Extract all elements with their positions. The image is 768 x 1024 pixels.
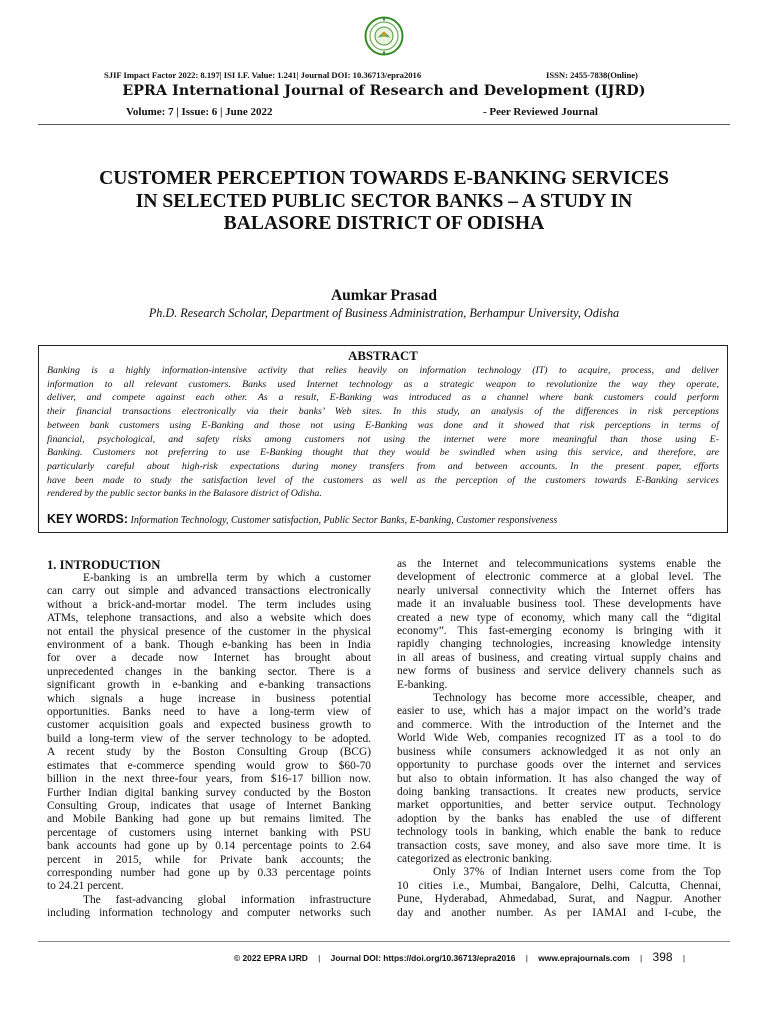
paper-title-line: BALASORE DISTRICT OF ODISHA [223, 213, 545, 234]
body-line: adoption by the banks has enabled the use of different [397, 812, 721, 825]
body-line: 10 cities i.e., Mumbai, Bangalore, Delhi, Calcutta, Chennai, [397, 879, 721, 892]
body-line: rapidly changing technologies, increasing knowledge intensity [397, 638, 721, 651]
footer-copyright: © 2022 EPRA IJRD [234, 953, 308, 963]
body-line: A recent study by the Boston Consulting Group (BCG) [47, 746, 371, 759]
body-line: opportunity to purchase goods over the internet and services [397, 759, 721, 772]
body-line: economy”. This fast-emerging economy is bringing with it [397, 625, 721, 638]
body-line: nearly universal connectivity which the Internet offers has [397, 584, 721, 597]
body-line: Technology has become more accessible, cheaper, and [433, 692, 721, 705]
body-line: percentage of customers using internet banking with PSU [47, 826, 371, 839]
page-number: 398 [652, 950, 673, 964]
body-line: and Mobile Banking had gone up but remains limited. The [47, 813, 371, 826]
footer-doi-link[interactable]: Journal DOI: https://doi.org/10.36713/epra2016 [330, 953, 516, 963]
body-line: Pune, Hyderabad, Ahmedabad, Surat, and Nagpur. Another [397, 893, 721, 906]
body-line: categorized as electronic banking. [397, 852, 552, 865]
body-line: transaction costs, save money, and also save more time. It is [397, 839, 721, 852]
abstract-heading: ABSTRACT [348, 349, 418, 363]
body-line: made it an invaluable business tool. These developments have [397, 598, 721, 611]
footer-separator: | [682, 953, 686, 963]
body-line: as the Internet and telecommunications systems enable the [397, 558, 721, 570]
abstract-text [47, 364, 719, 501]
right-column [397, 558, 721, 920]
abstract-line: Banking. Customers not preferring to use E-Banking thought that they would be swindled when using this service, and therefore, are [47, 447, 719, 459]
peer-reviewed-label: - Peer Reviewed Journal [483, 106, 598, 118]
abstract-box [38, 345, 728, 533]
journal-title: EPRA International Journal of Research and Development (IJRD) [122, 83, 646, 99]
body-line: to 24.21 percent. [47, 880, 124, 893]
body-line: build a long-term view of the server technology to be adopted. [47, 732, 371, 745]
body-line: Further Indian digital banking survey conducted by the Boston [47, 786, 371, 799]
body-line: bank accounts had gone up by 0.14 percentage points to 2.64 [47, 840, 371, 853]
body-line: can carry out simple and advanced transactions electronically [47, 585, 371, 598]
footer-website-link[interactable]: www.eprajournals.com [538, 953, 630, 963]
abstract-line: information to all relevant customers. Banks used Internet technology as a strategic weapon to revolutionize the way they operate, [47, 378, 719, 390]
body-line: percent in 2015, while for Private bank accounts; the [47, 853, 371, 866]
impact-factor: SJIF Impact Factor 2022: 8.197| ISI I.F. Value: 1.241| Journal DOI: 10.36713/epra2016 [104, 70, 422, 80]
keywords-label: KEY WORDS: [47, 512, 129, 526]
keywords [47, 512, 725, 526]
issn: ISSN: 2455-7838(Online) [546, 70, 638, 80]
paper-title [40, 168, 728, 236]
abstract-line: deliver, and compete against each other. As a result, E-Banking was introduced as a channel where bank customers could perform [47, 392, 719, 404]
volume-issue: Volume: 7 | Issue: 6 | June 2022 [126, 106, 273, 118]
body-line: market opportunities, and better service output. Technology [397, 799, 721, 812]
body-line: Only 37% of Indian Internet users come from the Top [433, 866, 721, 879]
body-line: significant growth in e-banking and e-banking transactions [47, 679, 371, 692]
abstract-line: financial, psychological, and safety risks among customers not using the internet were more meaningful than those using E- [47, 433, 719, 445]
body-line: including information technology and computer networks such [47, 907, 371, 920]
body-line: The fast-advancing global information infrastructure [83, 893, 371, 906]
body-line: but also to obtain information. It has also changed the way of [397, 772, 721, 785]
section-heading-introduction: 1. INTRODUCTION [47, 558, 161, 572]
body-line: without a brick-and-mortar model. The term includes using [47, 598, 371, 611]
body-line: created a new type of economy, which many call the “digital [397, 611, 721, 624]
body-line: technology tools in banking, which enable the bank to reduce [397, 826, 721, 839]
footer-separator: | [640, 953, 643, 963]
body-line: billion in the next three-four years, from $16-17 billion now. [47, 773, 371, 786]
paper-title-line: IN SELECTED PUBLIC SECTOR BANKS – A STUDY IN [135, 190, 633, 212]
body-line: not entail the physical presence of the customer in the physical [47, 625, 371, 638]
body-line: doing banking transactions. It creates new products, service [397, 785, 721, 798]
journal-metadata [104, 70, 664, 80]
body-line: Consulting Group, indicates that usage of Internet Banking [47, 799, 371, 812]
body-line: which signals a huge increase in business potential [47, 692, 371, 705]
body-line: corresponding number had gone up by 0.33 percentage points [47, 866, 371, 879]
abstract-line: rendered by the public sector banks in the Balasore district of Odisha. [47, 488, 322, 500]
page-footer [234, 950, 734, 964]
abstract-line: particularly careful about high-risk expectations during money transfers from and between accounts. In the present paper, efforts [47, 460, 719, 472]
body-line: unprecedented changes in the banking sector. There is a [47, 665, 371, 678]
keywords-list: Information Technology, Customer satisfaction, Public Sector Banks, E-banking, Customer responsiveness [130, 515, 558, 526]
abstract-line: have been made to study the satisfaction level of the customers as well as the perception of the customers towards E-Banking services [47, 474, 719, 486]
body-line: estimates that e-commerce spending would grow to $60-70 [47, 759, 371, 772]
author-affiliation: Ph.D. Research Scholar, Department of Business Administration, Berhampur University, Odisha [148, 306, 620, 320]
body-line: day and another number. As per IAMAI and I-cube, the [397, 906, 721, 919]
left-column [47, 558, 371, 921]
body-line: E-banking. [397, 678, 448, 691]
body-line: in all areas of business, and creating virtual supply chains and [397, 651, 721, 664]
body-line: new forms of business and service delivery channels such as [397, 665, 721, 678]
author-name: Aumkar Prasad [330, 287, 438, 304]
header-divider [38, 124, 730, 125]
abstract-line: Banking is a highly information-intensive activity that relies heavily on information technology (IT) to acquire, process, and deliver [47, 365, 719, 376]
epra-seal-icon [364, 16, 404, 56]
abstract-line: their financial transactions electronically via their banks’ Web sites. In this study, an analysis of the differences in risk perceptions [47, 406, 719, 418]
body-line: for over a decade now Internet has brought about [47, 652, 371, 665]
body-line: customer acquisition goals and expected business growth to [47, 719, 371, 732]
body-line: business while consumers acknowledged it as not only an [397, 745, 721, 758]
body-line: development of electronic commerce at a global level. The [397, 571, 721, 584]
body-line: opportunities. Banks need to have a long-term view of [47, 706, 371, 719]
body-line: World Wide Web, companies recognized IT as a tool to do [397, 732, 721, 745]
body-line: easier to use, which has a major impact on the world’s trade [397, 705, 721, 718]
body-line: E-banking is an umbrella term by which a customer [83, 572, 371, 584]
paper-title-line: CUSTOMER PERCEPTION TOWARDS E-BANKING SERVICES [99, 168, 669, 189]
body-line: and commerce. With the introduction of the Internet and the [397, 718, 721, 731]
body-line: ATMs, telephone transactions, and also a website which does [47, 612, 371, 625]
abstract-line: between bank customers using E-Banking and those not using E-Banking was done and it showed that risk perceptions in terms of [47, 419, 719, 431]
footer-separator: | [318, 953, 321, 963]
body-line: environment of a bank. Though e-banking has been in India [47, 639, 371, 652]
footer-divider [38, 941, 730, 942]
footer-separator: | [525, 953, 528, 963]
